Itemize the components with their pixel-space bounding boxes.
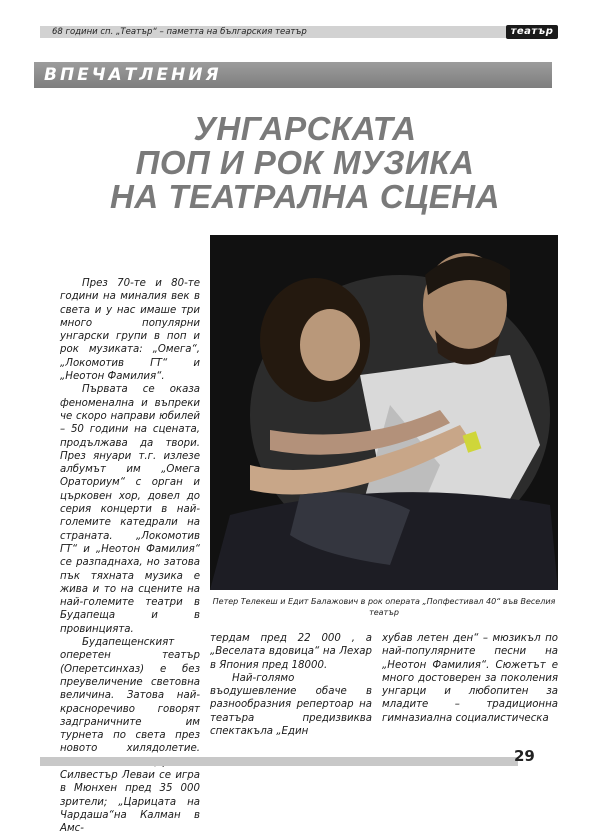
article-photo — [210, 235, 558, 590]
paragraph: Първата се оказа феноменална и въпреки че скоро направи юбилей – 50 години на сцената, продължава да твори. През януари т.г. излезе албумът им „Омега Ораториум“ с орган и църковен хор, довел до серия концерти в най-големите катедрали на страната. „Локомотив ГТ“ и „Неотон Фамилия“ се разпаднаха, но затова пък тяхната музика е жива и то на сцените на най-големите театри в Будапеща и в провинцията. — [60, 384, 200, 635]
headline-line-3: НА ТЕАТРАЛНА СЦЕНА — [110, 178, 500, 215]
running-header-tagline: 68 години сп. „Театър“ – паметта на българския театър — [52, 27, 307, 37]
article-column-3 — [382, 632, 558, 726]
article-headline — [60, 112, 550, 214]
photo-illustration — [210, 235, 558, 590]
paragraph: тердам пред 22 000 , а „Веселата вдовица“ на Лехар в Япония пред 18000. — [210, 633, 372, 671]
page-number: 29 — [514, 747, 535, 765]
article-column-2 — [210, 632, 372, 738]
running-header-bar — [40, 26, 558, 38]
section-label: ВПЕЧАТЛЕНИЯ — [44, 65, 222, 85]
magazine-logo: театър — [506, 25, 558, 39]
photo-caption: Петер Телекеш и Едит Балажович в рок операта „Попфестивал 40“ във Веселия театър — [212, 597, 556, 617]
paragraph: Будапещенският оперетен театър (Оперетсинхаз) е без преувеличение световна величина. Затова най-красноречиво говорят задграничните им турнета по света през новото хилядолетие. Силвестър Леваи се игра в Мюнхен пред 35 000 зрители; „Царицата на Чардаша“на Калман в Амс- — [60, 637, 200, 835]
article-column-1 — [60, 277, 200, 835]
section-banner — [34, 62, 552, 88]
paragraph: хубав летен ден“ – мюзикъл по най-популярните песни на „Неотон Фамилия“. Сюжетът е много достоверен за поколения унгарци и любопитен за младите – традиционна гимназиална социалистическа — [382, 633, 558, 724]
headline-line-1: УНГАРСКАТА — [193, 110, 417, 147]
paragraph: През 70-те и 80-те години на миналия век в света и у нас имаше три много популярни унгарски групи в поп и рок музиката: „Омега“, „Локомотив ГТ“ и „Неотон Фамилия“. — [60, 278, 200, 383]
footer-bar — [40, 757, 518, 766]
paragraph: Най-голямо въодушевление обаче в разнообразния репертоар на театъра предизвиква спектакъла „Един — [210, 672, 372, 738]
headline-line-2: ПОП И РОК МУЗИКА — [135, 144, 475, 181]
